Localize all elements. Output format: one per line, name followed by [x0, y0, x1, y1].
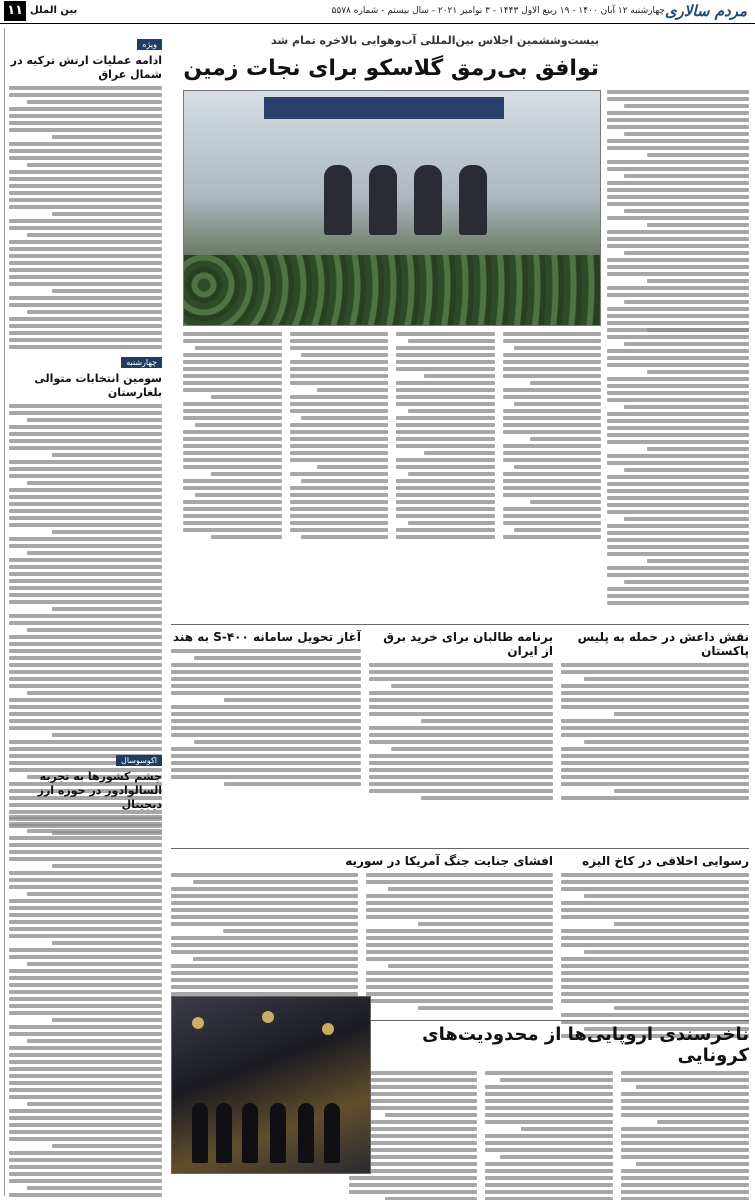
isis-title: نقش داعش در حمله به پلیس پاکستان: [577, 630, 749, 658]
sidebar-tag-3: اکوسوسال: [116, 755, 162, 766]
scandal-story: [561, 854, 749, 1038]
main-story-body: [183, 332, 601, 539]
glasgow-summit-photo: [183, 90, 601, 326]
sidebar-story-1: [9, 32, 162, 349]
sidebar-story-3: [9, 748, 162, 1200]
page-number: ۱۱: [4, 1, 26, 21]
syria-title: افشای جنایت جنگ آمریکا در سوریه: [345, 854, 553, 868]
isis-story: [561, 630, 749, 800]
intro-text: [607, 90, 749, 332]
sidebar-tag-1: ویژه: [137, 39, 162, 50]
main-headline: توافق بی‌رمق گلاسکو برای نجات زمین: [183, 56, 599, 81]
section-name: بین الملل: [30, 5, 78, 16]
europe-protest-photo: [171, 996, 371, 1174]
sanction-title: آغاز تحویل سامانه ۴۰۰-S به هند: [172, 630, 361, 644]
syria-story: [171, 854, 553, 1010]
photo-banner: [264, 97, 504, 119]
sidebar: [4, 28, 166, 1196]
sidebar-title-1: ادامه عملیات ارتش ترکیه در شمال عراق: [10, 54, 162, 81]
issue-date: چهارشنبه ۱۲ آبان ۱۴۰۰ - ۱۹ ربیع الاول ۱۴۴۳ - ۳ نوامبر ۲۰۲۱ - سال بیستم - شماره ۵۵۷۸: [331, 6, 665, 16]
photo-plants: [184, 255, 600, 325]
intro-continued: [607, 328, 749, 605]
sidebar-tag-2: چهارشنبه: [121, 357, 162, 368]
europe-story: [349, 1024, 749, 1200]
taliban-title: برنامه طالبان برای خرید برق از ایران: [383, 630, 553, 658]
taliban-story: [369, 630, 553, 800]
europe-title: ناخرسندی اروپایی‌ها از محدودیت‌های کرونایی: [422, 1024, 749, 1066]
main-kicker: بیست‌وششمین اجلاس بین‌المللی آب‌وهوایی بالاخره تمام شد: [271, 34, 599, 47]
intro-column: [607, 90, 749, 332]
main-content: [171, 28, 749, 1196]
sanction-story: [171, 630, 361, 786]
page-header: [0, 0, 755, 24]
paper-name: مردم سالاری: [664, 2, 747, 20]
sidebar-title-2: سومین انتخابات متوالی بلغارستان: [34, 372, 162, 399]
scandal-title: رسوایی اخلاقی در کاخ الیزه: [582, 854, 749, 868]
sidebar-title-3: چشم کشورها به تجربه السالوادور در حوزه ارز دیجیتال: [37, 770, 162, 811]
